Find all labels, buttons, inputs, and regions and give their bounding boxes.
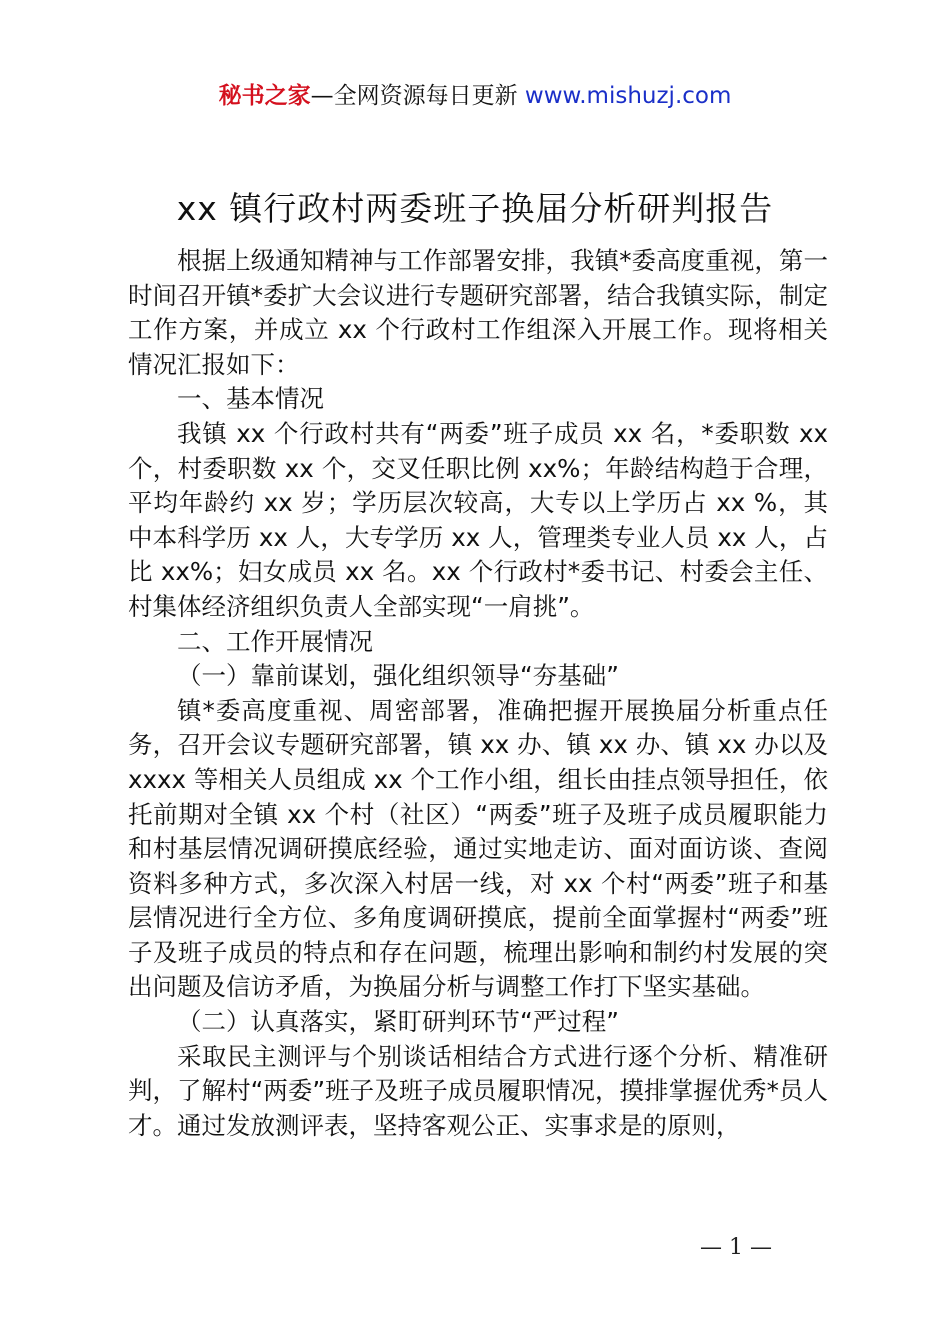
subsection-1-paragraph: 镇*委高度重视、周密部署，准确把握开展换届分析重点任务，召开会议专题研究部署，镇 xx 办、镇 xx 办、镇 xx 办以及 xxxx 等相关人员组成 xx 个工作小组，组长由挂点领导担任，依托前期对全镇 xx 个村（社区）“两委”班子及班子成员履职能力和村基层情况调研摸底经验，通过实地走访、面对面访谈、查阅资料多种方式，多次深入村居一线，对 xx 个村“两委”班子和基层情况进行全方位、多角度调研摸底，提前全面掌握村“两委”班子及班子成员的特点和存在问题，梳理出影响和制约村发展的突出问题及信访矛盾，为换届分析与调整工作打下坚实基础。 [128,695,828,1002]
section-heading-basic: 一、基本情况 [177,384,324,414]
subsection-heading-2: （二）认真落实，紧盯研判环节“严过程” [177,1007,619,1037]
section-heading-work: 二、工作开展情况 [177,626,373,656]
document-title: xx 镇行政村两委班子换届分析研判报告 [176,189,774,228]
subsection-2-paragraph: 采取民主测评与个别谈话相结合方式进行逐个分析、精准研判，了解村“两委”班子及班子成员履职情况，摸排掌握优秀*员人才。通过发放测评表，坚持客观公正、实事求是的原则， [128,1041,828,1140]
site-slogan: —全网资源每日更新 [310,83,518,109]
document-body [128,244,828,1143]
intro-paragraph: 根据上级通知精神与工作部署安排，我镇*委高度重视，第一时间召开镇*委扩大会议进行专题研究部署，结合我镇实际，制定工作方案，并成立 xx 个行政村工作组深入开展工作。现将相关情况汇报如下： [128,246,828,379]
page-number: — 1 — [700,1235,772,1260]
site-header [0,80,950,112]
site-url-link[interactable]: www.mishuzj.com [524,83,732,109]
basic-situation-paragraph: 我镇 xx 个行政村共有“两委”班子成员 xx 名，*委职数 xx 个，村委职数 xx 个，交叉任职比例 xx%；年龄结构趋于合理，平均年龄约 xx 岁；学历层次较高，大专以上学历占 xx %，其中本科学历 xx 人，大专学历 xx 人，管理类专业人员 xx 人，占比 xx%；妇女成员 xx 名。xx 个行政村*委书记、村委会主任、村集体经济组织负责人全部实现“一肩挑”。 [128,418,828,621]
subsection-heading-1: （一）靠前谋划，强化组织领导“夯基础” [177,661,619,691]
site-brand: 秘书之家 [218,83,311,109]
